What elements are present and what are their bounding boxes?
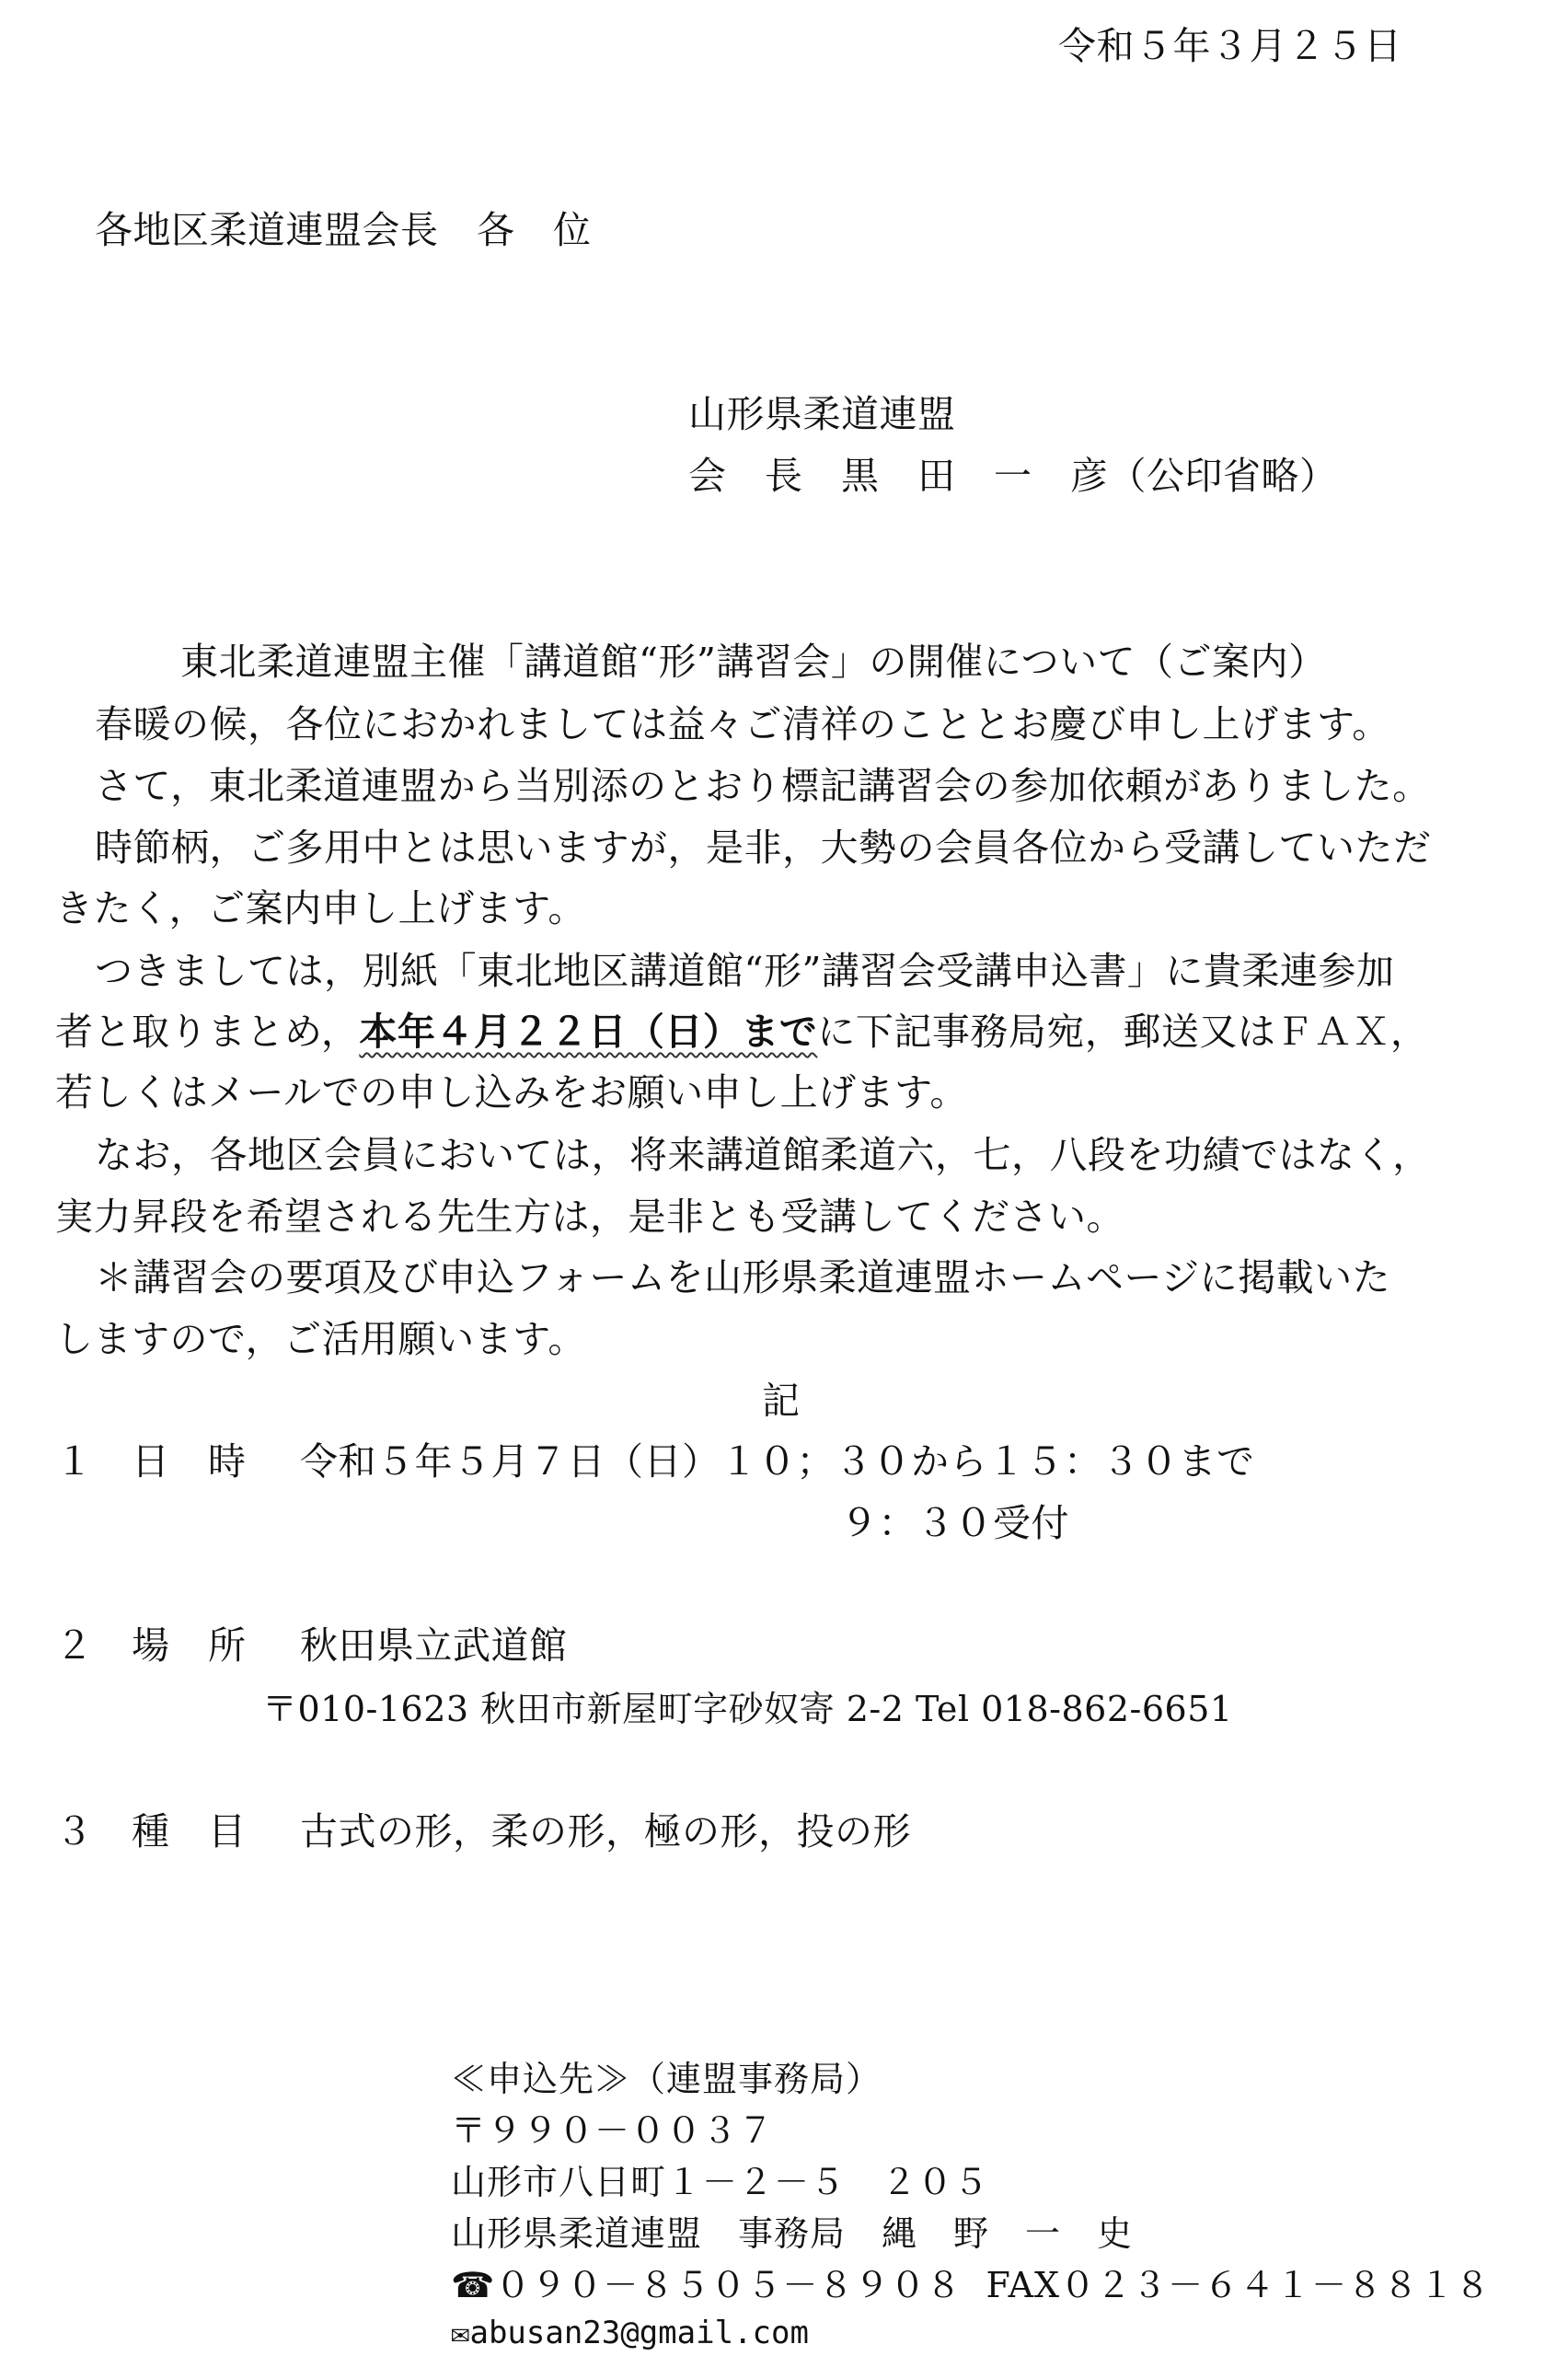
ki-heading: 記	[762, 1379, 801, 1423]
item-2-address: 〒010-1623 秋田市新屋町字砂奴寄 2-2 Tel 018-862-6651	[262, 1689, 1233, 1729]
contact-office: 山形県柔道連盟 事務局 縄 野 一 史	[451, 2213, 1134, 2254]
sender-org: 山形県柔道連盟	[688, 392, 956, 436]
phone-icon: ☎	[451, 2265, 496, 2305]
contact-email[interactable]: abusan23@gmail.com	[469, 2315, 809, 2351]
contact-phone: ０９０－８５０５－８９０８	[495, 2265, 963, 2305]
body-line-9: 実力昇段を希望される先生方は，是非とも受講してください。	[55, 1195, 1124, 1239]
contact-address: 山形市八日町１－２－５ ２０５	[451, 2162, 990, 2202]
contact-email-row	[451, 2317, 809, 2349]
body-line-2: さて，東北柔道連盟から当別添のとおり標記講習会の参加依頼がありました。	[95, 764, 1431, 808]
item-1-reception: ９：３０受付	[840, 1501, 1069, 1545]
document-date: 令和５年３月２５日	[1058, 24, 1402, 68]
recipient: 各地区柔道連盟会長 各 位	[95, 208, 592, 252]
body-line-6-pre: 者と取りまとめ，	[55, 1010, 360, 1054]
body-line-11: しますので，ご活用願います。	[55, 1317, 586, 1361]
sender-name: 会 長 黒 田 一 彦（公印省略）	[688, 454, 1338, 498]
body-line-4: きたく，ご案内申し上げます。	[55, 886, 586, 930]
item-3-value: 古式の形，柔の形，極の形，投の形	[300, 1809, 911, 1854]
body-line-7: 若しくはメールでの申し込みをお願い申し上げます。	[55, 1070, 968, 1114]
contact-phone-fax	[451, 2265, 1492, 2305]
item-2-label: ２ 場 所	[55, 1623, 247, 1668]
contact-fax: FAX０２３－６４１－８８１８	[986, 2265, 1492, 2305]
body-line-8: なお，各地区会員においては，将来講道館柔道六，七，八段を功績ではなく，	[95, 1133, 1431, 1177]
body-line-3: 時節柄，ご多用中とは思いますが，是非，大勢の会員各位から受講していただ	[95, 826, 1432, 870]
deadline-text: 本年４月２２日（日）まで	[359, 1010, 818, 1054]
contact-postal: 〒９９０－００３７	[451, 2110, 775, 2151]
item-1-value: 令和５年５月７日（日）１０；３０から１５：３０まで	[300, 1439, 1255, 1484]
item-2-value: 秋田県立武道館	[300, 1623, 568, 1668]
document-title: 東北柔道連盟主催「講道館“形”講習会」の開催について（ご案内）	[180, 640, 1327, 684]
body-line-5: つきましては，別紙「東北地区講道館“形”講習会受講申込書」に貴柔連参加	[95, 949, 1395, 993]
contact-heading: ≪申込先≫（連盟事務局）	[451, 2059, 882, 2099]
body-line-6	[55, 1010, 1429, 1054]
body-line-1: 春暖の候，各位におかれましては益々ご清祥のこととお慶び申し上げます。	[95, 702, 1390, 746]
item-3-label: ３ 種 目	[55, 1809, 247, 1854]
body-line-10: ＊講習会の要項及び申込フォームを山形県柔道連盟ホームページに掲載いた	[95, 1255, 1391, 1299]
mail-icon: ✉	[451, 2315, 470, 2351]
item-1-label: １ 日 時	[55, 1439, 247, 1484]
body-line-6-post: に下記事務局宛，郵送又はＦＡＸ，	[817, 1010, 1429, 1054]
